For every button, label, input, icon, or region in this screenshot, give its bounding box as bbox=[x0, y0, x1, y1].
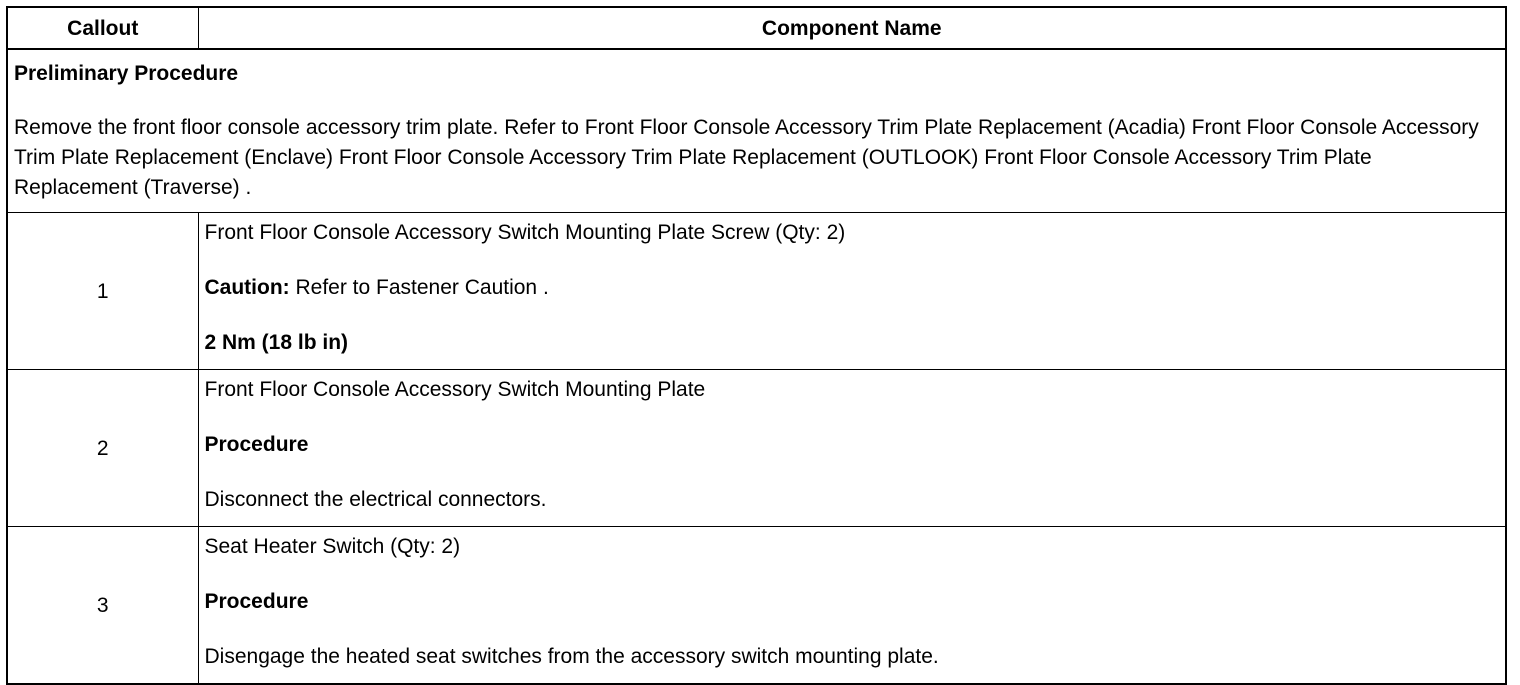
component-name: Seat Heater Switch (Qty: 2) bbox=[204, 535, 461, 558]
preliminary-procedure-row bbox=[7, 49, 1506, 213]
preliminary-procedure-title: Preliminary Procedure bbox=[14, 62, 239, 85]
table-row bbox=[7, 213, 1506, 370]
preliminary-procedure-text: Remove the front floor console accessory trim plate. Refer to Front Floor Console Accessory Trim Plate Replacement (Acadia) Front Floor Console Accessory Trim Plate Replacement (Enclave) Front Floor Console Accessory Trim Plate Replacement (OUTLOOK) Front Floor Console Accessory Trim Plate Replacement (Traverse) . bbox=[14, 116, 1479, 199]
table-row bbox=[7, 527, 1506, 685]
caution-text: Refer to Fastener Caution . bbox=[289, 276, 549, 299]
component-name: Front Floor Console Accessory Switch Mounting Plate bbox=[204, 378, 706, 401]
preliminary-procedure-cell bbox=[7, 49, 1506, 213]
callout-number: 2 bbox=[7, 370, 198, 527]
callout-number: 3 bbox=[7, 527, 198, 685]
table-header-row bbox=[7, 7, 1506, 49]
header-component-name: Component Name bbox=[198, 7, 1506, 49]
procedure-text: Disconnect the electrical connectors. bbox=[204, 488, 547, 511]
component-cell bbox=[198, 370, 1506, 527]
callout-number: 1 bbox=[7, 213, 198, 370]
component-cell bbox=[198, 213, 1506, 370]
procedure-text: Disengage the heated seat switches from the accessory switch mounting plate. bbox=[204, 645, 939, 668]
table-row bbox=[7, 370, 1506, 527]
procedure-label: Procedure bbox=[204, 433, 309, 456]
component-cell bbox=[198, 527, 1506, 685]
torque-spec: 2 Nm (18 lb in) bbox=[204, 331, 349, 354]
caution-line bbox=[205, 274, 1500, 301]
caution-label: Caution: bbox=[204, 276, 290, 299]
component-name: Front Floor Console Accessory Switch Mounting Plate Screw (Qty: 2) bbox=[204, 221, 846, 244]
header-callout: Callout bbox=[7, 7, 198, 49]
procedure-label: Procedure bbox=[204, 590, 309, 613]
component-table bbox=[6, 6, 1507, 685]
